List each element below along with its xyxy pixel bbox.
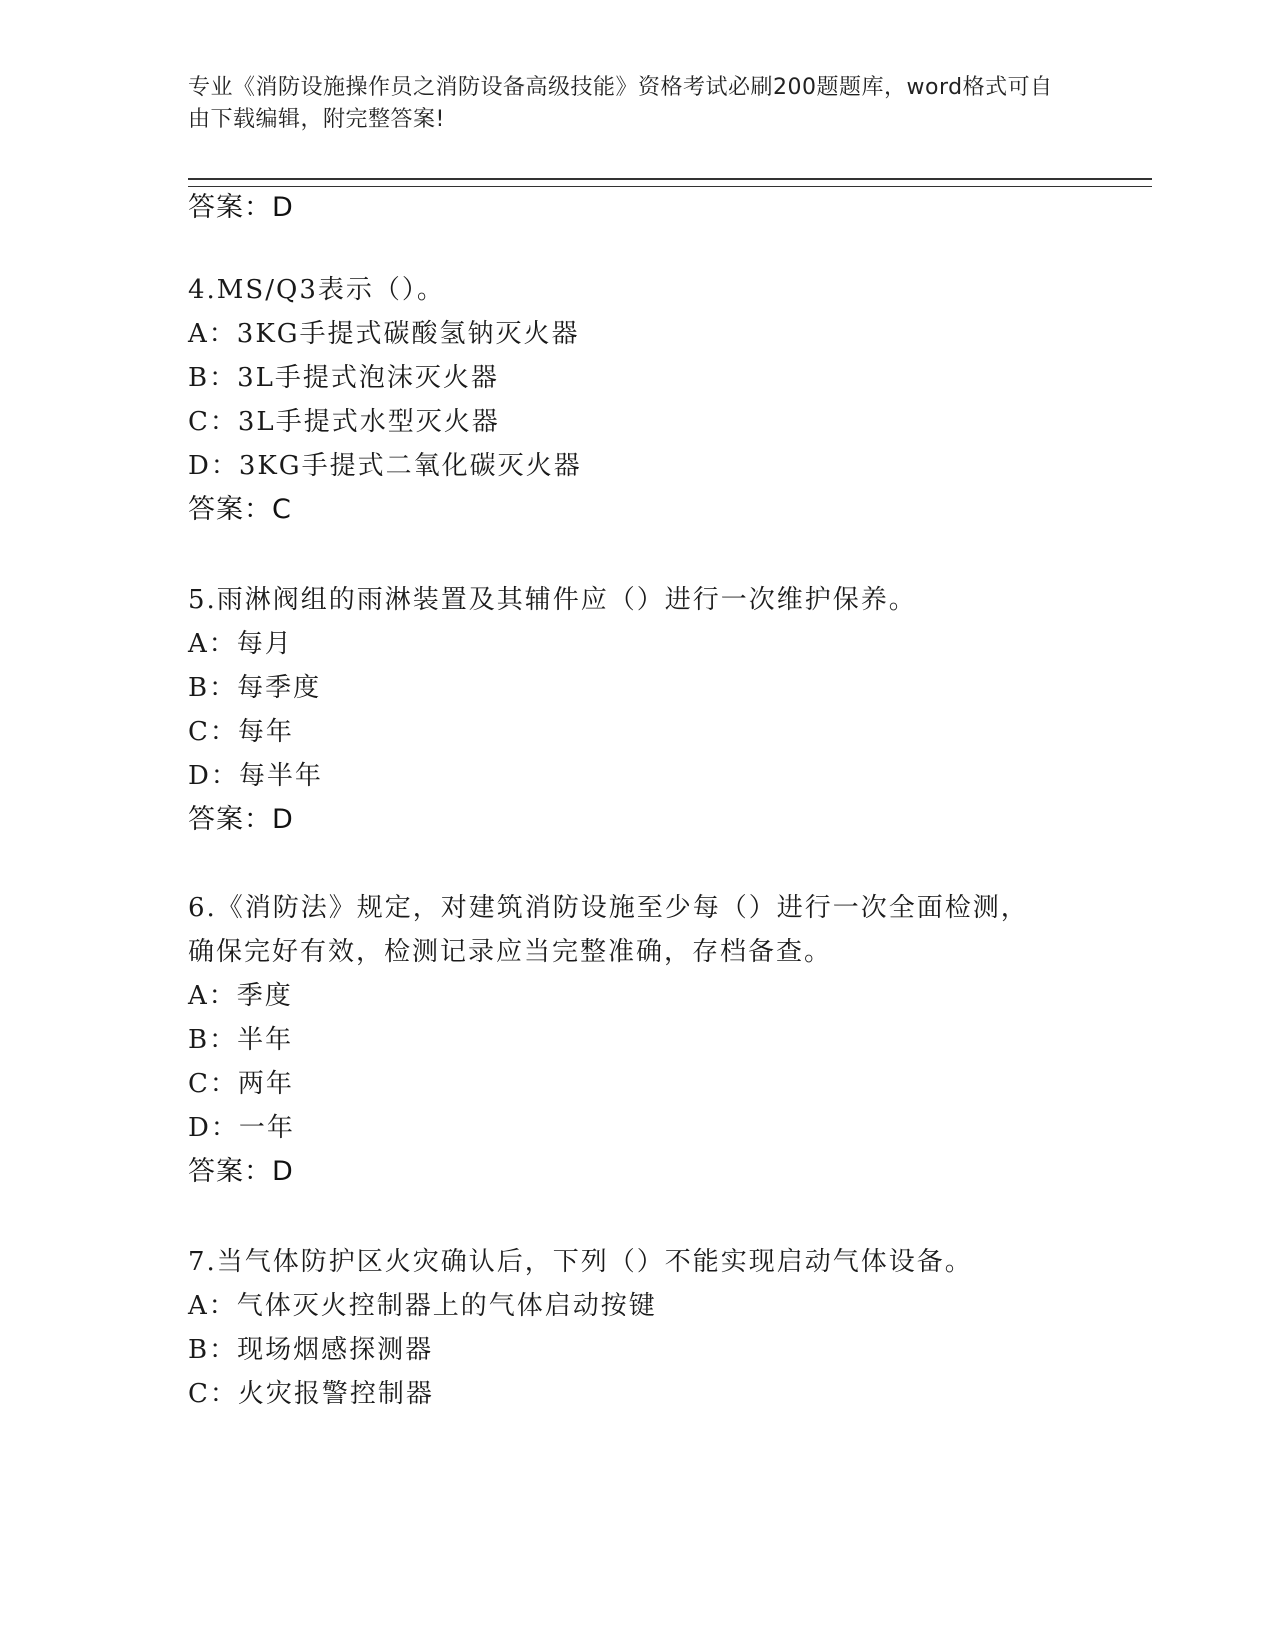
question-4-option-c: C：3L手提式水型灭火器 [188,407,500,437]
question-7-text: 7.当气体防护区火灾确认后，下列（）不能实现启动气体设备。 [188,1247,973,1277]
question-7-option-b: B：现场烟感探测器 [188,1335,434,1365]
question-5-answer: 答案：D [188,804,294,835]
question-6-option-d: D：一年 [188,1113,295,1143]
question-5-option-d: D：每半年 [188,761,323,791]
question-5-option-a: A：每月 [188,629,293,659]
question-7-option-c: C：火灾报警控制器 [188,1379,434,1409]
question-6-option-a: A：季度 [188,981,293,1011]
question-4-option-a: A：3KG手提式碳酸氢钠灭火器 [188,319,580,349]
question-6-option-c: C：两年 [188,1069,294,1099]
document-header: 专业《消防设施操作员之消防设备高级技能》资格考试必刷200题题库，word格式可自由下载编辑，附完整答案! [188,75,1053,132]
question-6-answer: 答案：D [188,1156,294,1187]
answer-previous-question: 答案：D [188,192,294,223]
question-7-option-a: A：气体灭火控制器上的气体启动按键 [188,1291,657,1321]
question-5-option-b: B：每季度 [188,673,322,703]
question-4-answer: 答案：C [188,494,292,525]
question-6-option-b: B：半年 [188,1025,294,1055]
question-4-option-d: D：3KG手提式二氧化碳灭火器 [188,451,582,481]
question-5-option-c: C：每年 [188,717,294,747]
header-divider [188,178,1152,187]
question-4-text: 4.MS/Q3表示（）。 [188,275,445,305]
question-5-text: 5.雨淋阀组的雨淋装置及其辅件应（）进行一次维护保养。 [188,585,917,615]
question-6-text-line-2: 确保完好有效，检测记录应当完整准确，存档备查。 [188,937,833,967]
question-4-option-b: B：3L手提式泡沫灭火器 [188,363,499,393]
question-6-text-line-1: 6.《消防法》规定，对建筑消防设施至少每（）进行一次全面检测， [188,893,1029,923]
